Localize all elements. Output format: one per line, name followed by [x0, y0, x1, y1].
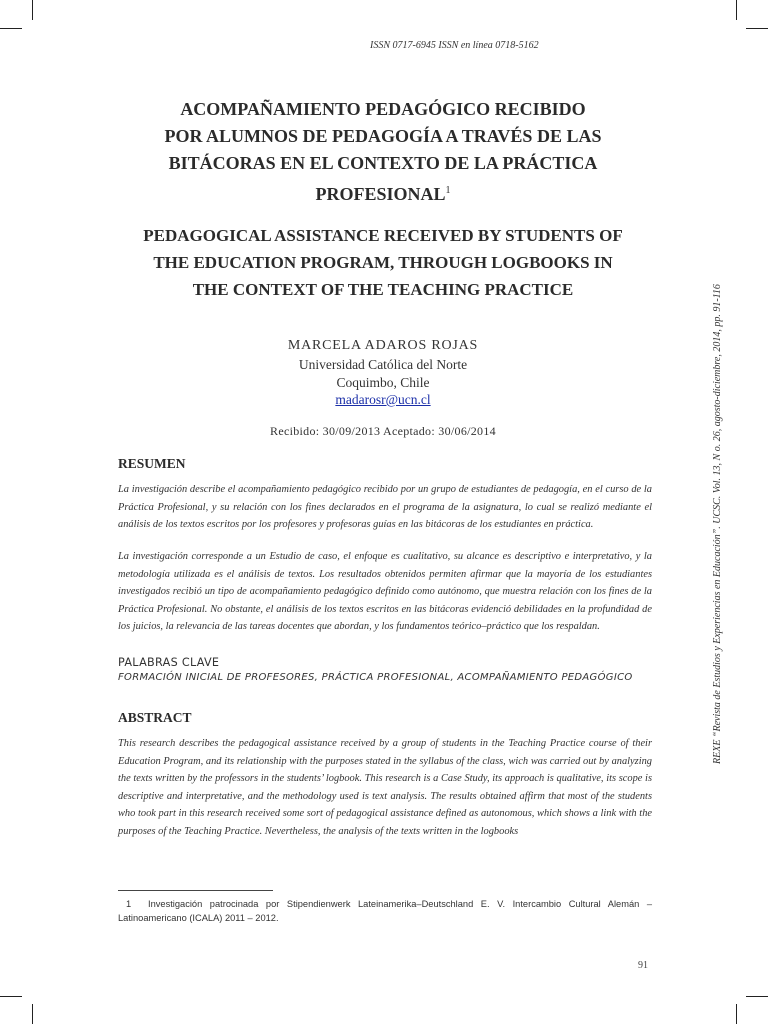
- resumen-heading: RESUMEN: [118, 456, 186, 471]
- resumen-paragraph-2: La investigación corresponde a un Estudio de caso, el enfoque es cualitativo, su alcance es descriptivo e interpretativo, y la metodología utilizada es el análisis de textos. Los resultados obtenidos permiten afirmar que la mayoría de los estudiantes investigados recibió un tipo de acompañamiento pedagógico definido como autónomo, que muestra relación con los fines de la Práctica Profesional. No obstante, el análisis de los textos escritos en las bitácoras evidenció debilidades en la profundidad de los juicios, la relevancia de las tareas docentes que abordan, y los fundamentos teórico–práctico que los respaldan.: [118, 551, 652, 633]
- crop-mark: [32, 0, 33, 20]
- title-english: [100, 222, 666, 303]
- footnote-marker[interactable]: 1: [445, 185, 451, 196]
- issn-header: ISSN 0717-6945 ISSN en línea 0718-5162: [370, 40, 539, 51]
- footnote-text: Investigación patrocinada por Stipendienwerk Lateinamerika–Deutschland E. V. Intercambio Cultural Alemán –Latinoamericano (ICALA) 2011 – 2012.: [118, 899, 652, 923]
- footnote: [118, 897, 652, 925]
- received-accepted-dates: Recibido: 30/09/2013 Aceptado: 30/06/2014: [270, 424, 496, 438]
- crop-mark: [736, 0, 737, 20]
- journal-side-reference: REXE “Revista de Estudios y Experiencias en Educación”. UCSC. Vol. 13, N o. 26, agosto-diciembre, 2014, pp. 91-116: [712, 284, 723, 764]
- page-number: 91: [638, 960, 648, 971]
- title-es-line: ACOMPAÑAMIENTO PEDAGÓGICO RECIBIDO: [180, 99, 586, 119]
- crop-mark: [32, 1004, 33, 1024]
- title-es-line: POR ALUMNOS DE PEDAGOGÍA A TRAVÉS DE LAS: [164, 126, 602, 146]
- footnote-rule: [118, 890, 273, 891]
- abstract-heading: ABSTRACT: [118, 710, 192, 725]
- title-es-last: PROFESIONAL: [315, 184, 446, 204]
- author-city: Coquimbo, Chile: [336, 375, 430, 390]
- crop-mark: [0, 28, 22, 29]
- title-es-line: [100, 177, 666, 208]
- author-name: MARCELA ADAROS ROJAS: [287, 338, 479, 353]
- crop-mark: [746, 28, 768, 29]
- abstract-paragraph-1: This research describes the pedagogical assistance received by a group of students in the Teaching Practice course of their Education Program, and its relationship with the purposes stated in the syllabus of the class, wich was carried out by analyzing the texts written by the professors in the students’ logbook. This research is a Case Study, its approach is qualitative, its scope is descriptive and interpretative, and the methodology used is text analysis. The results obtained affirm that most of the students who took part in this research received some sort of pedagogical assistance defined as autonomous, which shows a link with the purposes of the Teaching Practice. Nevertheless, the analysis of the texts written in the logbooks: [118, 738, 652, 837]
- crop-mark: [0, 996, 22, 997]
- footnote-number: 1: [126, 899, 132, 909]
- title-spanish: [100, 96, 666, 208]
- title-en-line: THE EDUCATION PROGRAM, THROUGH LOGBOOKS IN: [153, 253, 613, 272]
- author-email-link[interactable]: madarosr@ucn.cl: [335, 392, 431, 407]
- crop-mark: [746, 996, 768, 997]
- title-en-line: THE CONTEXT OF THE TEACHING PRACTICE: [192, 280, 574, 299]
- resumen-paragraph-1: La investigación describe el acompañamiento pedagógico recibido por un grupo de estudiantes de pedagogía, en el curso de la Práctica Profesional, y su relación con los fines declarados en el programa de la asignatura, lo cual se realizó mediante el análisis de los textos escritos por los profesores y profesoras guías en las bitácoras de los estudiantes en práctica.: [118, 484, 652, 531]
- title-es-line: BITÁCORAS EN EL CONTEXTO DE LA PRÁCTICA: [168, 153, 598, 173]
- author-affiliation: Universidad Católica del Norte: [298, 357, 468, 372]
- title-en-line: PEDAGOGICAL ASSISTANCE RECEIVED BY STUDENTS OF: [143, 226, 623, 245]
- keywords-text: FORMACIÓN INICIAL DE PROFESORES, PRÁCTICA PROFESIONAL, ACOMPAÑAMIENTO PEDAGÓGICO: [118, 672, 633, 683]
- crop-mark: [736, 1004, 737, 1024]
- keywords-heading: PALABRAS CLAVE: [118, 656, 220, 669]
